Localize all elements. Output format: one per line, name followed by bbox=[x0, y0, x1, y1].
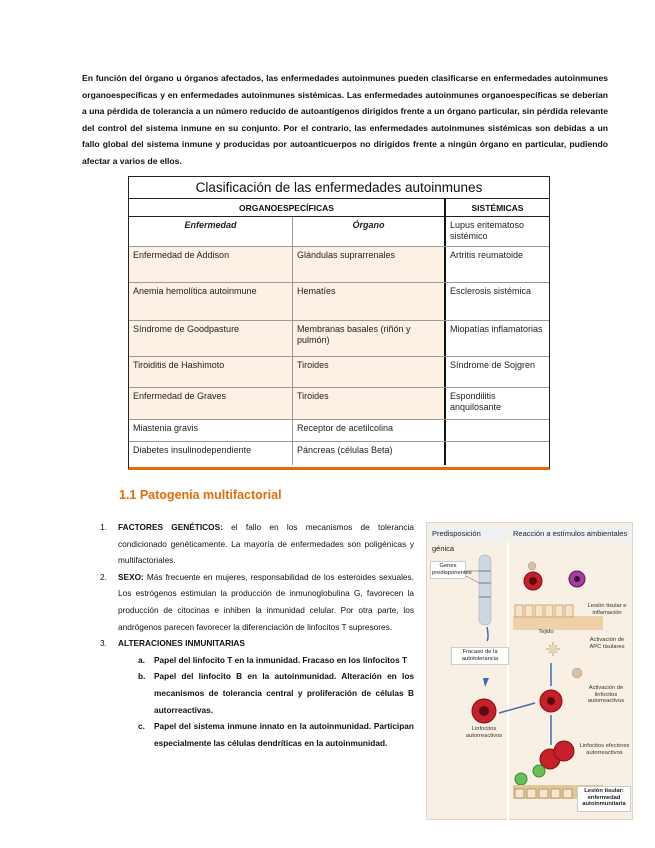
organ-cell: Glándulas suprarrenales bbox=[293, 247, 446, 282]
header-organ-specific: ORGANOESPECÍFICAS bbox=[129, 199, 446, 216]
label-tissue: Tejido bbox=[538, 629, 554, 635]
systemic-cell: Lupus eritematoso sistémico bbox=[446, 217, 549, 246]
sub-factor-text: Papel del linfocito B en la autoinmunidad. Alteración en los mecanismos de tolerancia central y proliferación de células B autorreactivas. bbox=[154, 671, 414, 715]
tissue-cells bbox=[515, 605, 573, 617]
organ-cell: Tiroides bbox=[293, 388, 446, 419]
factors-list bbox=[100, 519, 414, 751]
label-autoimmune-disease: Lesión tisular: enfermedad autoinmunitaria bbox=[577, 786, 631, 812]
list-letter: a. bbox=[138, 654, 145, 665]
green-cell bbox=[533, 765, 545, 777]
list-item bbox=[100, 519, 414, 569]
list-letter: c. bbox=[138, 721, 145, 732]
disease-cell: Enfermedad de Addison bbox=[129, 247, 293, 282]
table-row bbox=[129, 283, 549, 321]
sub-factors-list bbox=[138, 652, 414, 752]
table-title: Clasificación de las enfermedades autoinmunes bbox=[129, 177, 549, 199]
damaged-tissue-cells bbox=[515, 789, 572, 798]
table-row bbox=[129, 321, 549, 357]
tab-genetic-predisposition: Predisposición génica bbox=[429, 526, 507, 541]
disease-cell: Anemia hemolítica autoinmune bbox=[129, 283, 293, 320]
label-genes: Genes predisponentes bbox=[430, 561, 466, 579]
table-row bbox=[129, 247, 549, 283]
chromosome-shape bbox=[479, 555, 491, 625]
pathogenesis-figure bbox=[426, 522, 633, 820]
systemic-cell: Esclerosis sistémica bbox=[446, 283, 549, 320]
list-item bbox=[100, 569, 414, 635]
table-row bbox=[129, 442, 549, 465]
table-row bbox=[129, 217, 549, 247]
list-number: 3. bbox=[100, 638, 107, 649]
factor-text: Más frecuente en mujeres, responsabilidad de los esteroides sexuales. Los estrógenos estimulan la producción de inmunoglobulina G, favorecen la producción de citocinas e inhiben la inmunidad celular. Por otra parte, los andrógenos parecen favorecer la diferenciación de linfocitos T supresores. bbox=[118, 571, 414, 632]
systemic-cell: Síndrome de Sojgren bbox=[446, 357, 549, 387]
table-group-header bbox=[129, 199, 549, 217]
systemic-cell bbox=[446, 420, 549, 441]
effector-lymphocyte bbox=[554, 741, 574, 761]
header-systemic: SISTÉMICAS bbox=[471, 203, 524, 213]
section-heading: 1.1 Patogenia multifactorial bbox=[119, 488, 282, 502]
tissue-layer bbox=[513, 616, 603, 630]
label-tolerance-failure: Fracaso de la autotolerancia bbox=[451, 647, 509, 665]
systemic-cell: Espondilitis anquilosante bbox=[446, 388, 549, 419]
disease-cell: Miastenia gravis bbox=[129, 420, 293, 441]
factor-text: el fallo en los mecanismos de tolerancia condicionado genéticamente. La mayoría de enfermedades son poligénicas y multifactoriales. bbox=[118, 522, 415, 566]
tab-environmental-reaction: Reacción a estímulos ambientales bbox=[510, 526, 632, 541]
table-row bbox=[129, 388, 549, 420]
label-tissue-injury: Lesión tisular e inflamación bbox=[587, 603, 627, 616]
list-item bbox=[138, 652, 414, 669]
systemic-cell: Artritis reumatoide bbox=[446, 247, 549, 282]
list-letter: b. bbox=[138, 671, 146, 682]
intro-paragraph: En función del órgano u órganos afectados, las enfermedades autoinmunes pueden clasificarse en enfermedades autoinmunes organoespecíficas y en enfermedades autoinmunes sistémicas. Las enfermedades autoinmunes organoespecíficas se deberían a una pérdida de tolerancia a un número reducido de autoantígenos dirigidos frente a un órgano particular, sin pérdida relevante del control del sistema inmune en su conjunto. Por el contrario, las enfermedades autoinmunes sistémicas son debidas a un fallo global del sistema inmune y producidas por autoanticuerpos no dirigidos frente a ningún órgano en particular, pudiendo afectar a varios de ellos. bbox=[82, 73, 608, 166]
disease-cell: Síndrome de Goodpasture bbox=[129, 321, 293, 356]
disease-cell: Diabetes insulinodependiente bbox=[129, 442, 293, 465]
organ-cell: Tiroides bbox=[293, 357, 446, 387]
green-cell bbox=[515, 773, 527, 785]
disease-cell: Tiroiditis de Hashimoto bbox=[129, 357, 293, 387]
arrow-shape bbox=[487, 627, 488, 641]
arrow-shape bbox=[499, 703, 535, 713]
disease-cell: Enfermedad de Graves bbox=[129, 388, 293, 419]
factor-label: FACTORES GENÉTICOS: bbox=[118, 522, 223, 532]
organ-cell: Páncreas (células Beta) bbox=[293, 442, 446, 465]
organ-cell: Receptor de acetilcolina bbox=[293, 420, 446, 441]
table-row bbox=[129, 420, 549, 442]
classification-table bbox=[128, 176, 550, 470]
label-apc-activation: Activación de APC tisulares bbox=[589, 637, 625, 650]
systemic-cell: Miopatías inflamatorias bbox=[446, 321, 549, 356]
label-lymphocyte-activation: Activación de linfocitos autorreactivos bbox=[587, 685, 625, 705]
col-disease-header: Enfermedad bbox=[129, 217, 293, 246]
sub-factor-text: Papel del linfocito T en la inmunidad. Fracaso en los linfocitos T bbox=[154, 654, 408, 665]
factor-label: SEXO: bbox=[118, 571, 144, 582]
organ-cell: Hematíes bbox=[293, 283, 446, 320]
sub-factor-text: Papel del sistema inmune innato en la autoinmunidad. Participan especialmente las células dendríticas en la autoinmunidad. bbox=[154, 721, 414, 748]
list-number: 1. bbox=[100, 522, 107, 532]
label-effector-lymphocytes: Linfocitos efectores autorreactivos bbox=[579, 743, 630, 756]
col-organ-header: Órgano bbox=[293, 217, 446, 246]
list-item bbox=[138, 668, 414, 718]
list-number: 2. bbox=[100, 571, 107, 582]
factor-label: ALTERACIONES INMUNITARIAS bbox=[118, 638, 245, 649]
organ-cell: Membranas basales (riñón y pulmón) bbox=[293, 321, 446, 356]
list-item bbox=[100, 635, 414, 652]
systemic-cell bbox=[446, 442, 549, 465]
label-autoreactive-lymphocytes: Linfocitos autorreactivos bbox=[465, 726, 503, 739]
list-item bbox=[138, 718, 414, 751]
arrow-head bbox=[483, 678, 489, 687]
table-row bbox=[129, 357, 549, 388]
